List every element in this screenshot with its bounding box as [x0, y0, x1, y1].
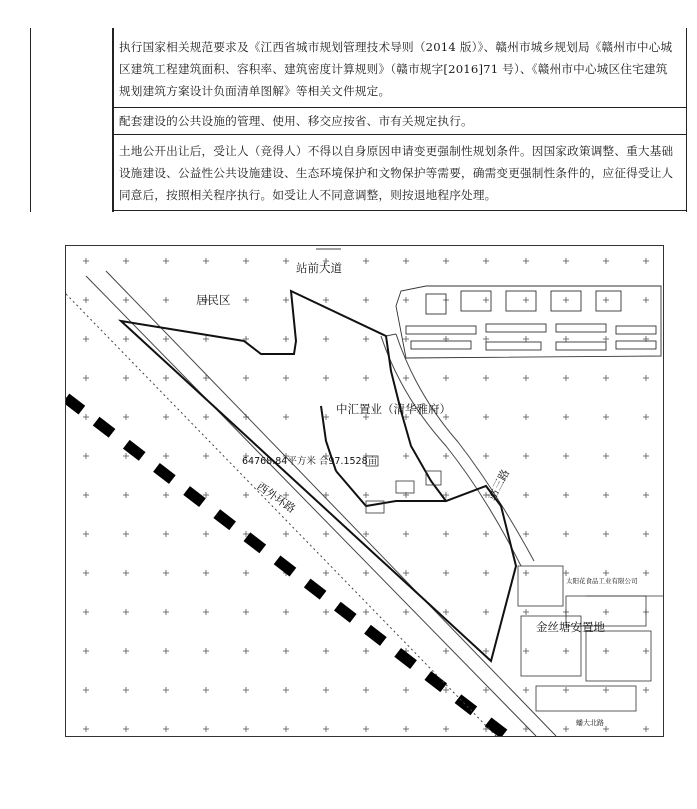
regulation-paragraph: 执行国家相关规范要求及《江西省城市规划管理技术导则（2014 版）》、赣州市城乡规划局《赣州市中心城区建筑工程建筑面积、容积率、建筑密度计算规则》（赣市规字[2016]71 号）、《赣州市中心城区住宅建筑规划建筑方案设计负面清单图解》等相关文件规定。	[119, 40, 673, 98]
west-ring-road	[66, 271, 556, 736]
land-parcel-boundary	[121, 291, 516, 661]
site-plan-drawing	[66, 246, 663, 736]
label-parcel-area: 64768.84平方米 合97.1528亩	[242, 456, 378, 467]
label-parcel-owner: 中汇置业（清华雅府）	[336, 402, 451, 416]
residential-blocks	[396, 286, 661, 358]
label-bottom-road: 蟠大北路	[576, 719, 604, 727]
facility-paragraph: 配套建设的公共设施的管理、使用、移交应按省、市有关规定执行。	[119, 114, 473, 128]
row-divider	[112, 134, 686, 135]
label-resettlement-site: 金丝塘安置地	[536, 620, 605, 634]
railway-line	[66, 398, 504, 734]
label-road-three: 站三路	[485, 467, 513, 503]
resettlement-blocks	[518, 566, 663, 711]
label-company: 太阳花食品工业有限公司	[566, 577, 638, 585]
row-divider	[112, 107, 686, 108]
table-bottom-border	[112, 210, 686, 211]
site-plan-map	[65, 245, 664, 737]
transfer-paragraph: 土地公开出让后，受让人（竞得人）不得以自身原因申请变更强制性规划条件。因国家政策调整、重大基础设施建设、公益性公共设施建设、生态环境保护和文物保护等需要，确需变更强制性条件的，应征得受让人同意后，按照相关程序执行。如受让人不同意调整，则按退地程序处理。	[119, 144, 674, 202]
label-residential-area: 居民区	[196, 293, 231, 307]
label-west-ring-road: 西外环路	[254, 479, 298, 516]
label-station-avenue: 站前大道	[296, 261, 342, 275]
